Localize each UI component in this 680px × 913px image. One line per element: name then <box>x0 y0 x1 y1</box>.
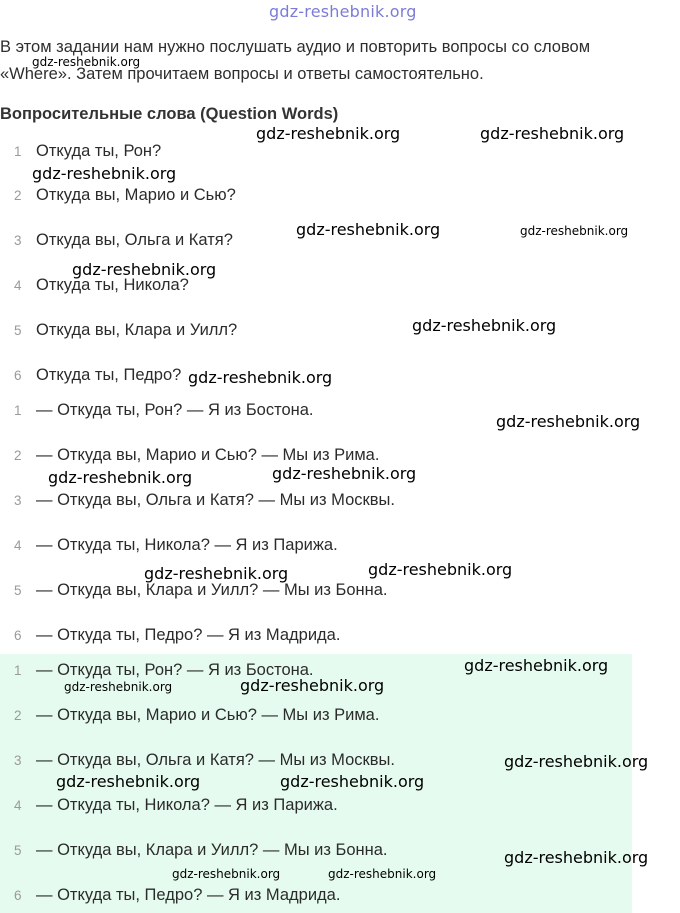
item-number: 3 <box>14 753 22 768</box>
section-title: Вопросительные слова (Question Words) <box>0 105 339 123</box>
question-text: Откуда ты, Педро? <box>36 366 182 384</box>
watermark: gdz-reshebnik.org <box>72 260 217 279</box>
watermark: gdz-reshebnik.org <box>412 316 557 335</box>
answer-text: — Откуда вы, Ольга и Катя? — Мы из Москвы. <box>36 491 395 509</box>
question-text: Откуда ты, Рон? <box>36 142 162 160</box>
item-number: 2 <box>14 708 22 723</box>
answer-text: — Откуда вы, Ольга и Катя? — Мы из Москвы. <box>36 751 395 769</box>
answer-text: — Откуда ты, Рон? — Я из Бостона. <box>36 401 314 419</box>
watermark: gdz-reshebnik.org <box>240 676 385 695</box>
item-number: 3 <box>14 493 22 508</box>
answer-text: — Откуда вы, Марио и Сью? — Мы из Рима. <box>36 446 380 464</box>
question-text: Откуда ты, Никола? <box>36 276 189 294</box>
watermark: gdz-reshebnik.org <box>144 564 289 583</box>
item-number: 6 <box>14 888 22 903</box>
item-number: 5 <box>14 323 22 338</box>
watermark: gdz-reshebnik.org <box>496 412 641 431</box>
question-text: Откуда вы, Ольга и Катя? <box>36 231 233 249</box>
answer-text: — Откуда ты, Педро? — Я из Мадрида. <box>36 886 341 904</box>
watermark: gdz-reshebnik.org <box>504 848 649 867</box>
item-number: 2 <box>14 188 22 203</box>
watermark: gdz-reshebnik.org <box>48 468 193 487</box>
question-text: Откуда вы, Марио и Сью? <box>36 186 236 204</box>
watermark: gdz-reshebnik.org <box>188 368 333 387</box>
watermark: gdz-reshebnik.org <box>296 220 441 239</box>
watermark: gdz-reshebnik.org <box>256 124 401 143</box>
answer-text: — Откуда ты, Педро? — Я из Мадрида. <box>36 626 341 644</box>
item-number: 1 <box>14 144 22 159</box>
watermark: gdz-reshebnik.org <box>464 656 609 675</box>
watermark: gdz-reshebnik.org <box>520 224 629 238</box>
watermark: gdz-reshebnik.org <box>32 164 177 183</box>
watermark: gdz-reshebnik.org <box>64 680 173 694</box>
watermark: gdz-reshebnik.org <box>368 560 513 579</box>
item-number: 1 <box>14 663 22 678</box>
intro-line-1: В этом задании нам нужно послушать аудио и повторить вопросы со словом <box>0 38 591 56</box>
watermark: gdz-reshebnik.org <box>56 772 201 791</box>
watermark: gdz-reshebnik.org <box>32 55 141 69</box>
item-number: 6 <box>14 628 22 643</box>
item-number: 6 <box>14 368 22 383</box>
answer-text: — Откуда ты, Никола? — Я из Парижа. <box>36 536 338 554</box>
answer-text: — Откуда вы, Клара и Уилл? — Мы из Бонна. <box>36 581 388 599</box>
item-number: 2 <box>14 448 22 463</box>
header-watermark[interactable]: gdz-reshebnik.org <box>269 2 417 21</box>
watermark: gdz-reshebnik.org <box>480 124 625 143</box>
answer-text: — Откуда вы, Марио и Сью? — Мы из Рима. <box>36 706 380 724</box>
item-number: 4 <box>14 798 22 813</box>
watermark: gdz-reshebnik.org <box>504 752 649 771</box>
item-number: 3 <box>14 233 22 248</box>
watermark: gdz-reshebnik.org <box>328 867 437 881</box>
watermark: gdz-reshebnik.org <box>280 772 425 791</box>
item-number: 5 <box>14 583 22 598</box>
answer-text: — Откуда вы, Клара и Уилл? — Мы из Бонна. <box>36 841 388 859</box>
item-number: 1 <box>14 403 22 418</box>
item-number: 5 <box>14 843 22 858</box>
item-number: 4 <box>14 278 22 293</box>
item-number: 4 <box>14 538 22 553</box>
watermark: gdz-reshebnik.org <box>272 464 417 483</box>
intro-line-2: «Where». Затем прочитаем вопросы и ответы самостоятельно. <box>0 65 484 83</box>
question-text: Откуда вы, Клара и Уилл? <box>36 321 238 339</box>
watermark: gdz-reshebnik.org <box>172 867 281 881</box>
answer-text: — Откуда ты, Никола? — Я из Парижа. <box>36 796 338 814</box>
answer-text: — Откуда ты, Рон? — Я из Бостона. <box>36 661 314 679</box>
